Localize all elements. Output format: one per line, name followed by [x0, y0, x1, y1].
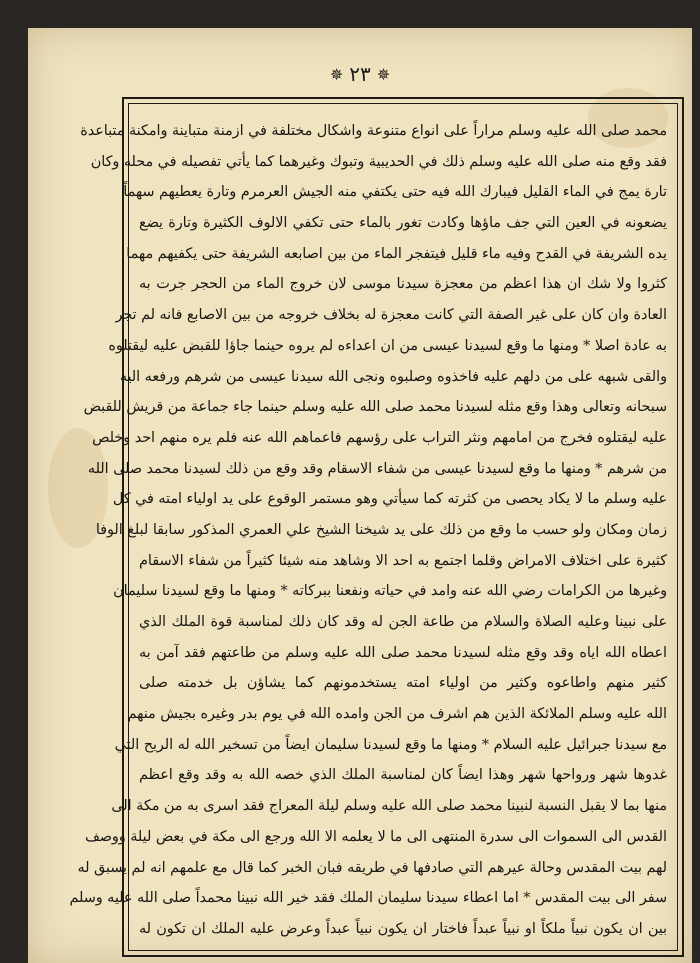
text-line: اعطاه الله اياه وقد وقع مثله لسيدنا محمد صلى الله عليه وسلم من طاعتهم فقد آمن به: [139, 644, 667, 661]
text-line: القدس الى السموات الى سدرة المنتهى الى ما لا يعلمه الا الله ورجع الى مكة في بعض ليلة ووصف: [84, 828, 667, 845]
text-line: الله عليه وسلم الملائكة الذين هم اشرف من الجن وامده الله في يوم بدر وغيره بجيش منهم: [127, 706, 667, 723]
star-ornament-icon: ✵: [376, 64, 391, 84]
text-line: عليه وسلم ما لا يكاد يحصى من كثرته كما سيأتي وهو مستمر الوقوع على يد اولياء امته في كل: [112, 491, 667, 508]
text-line: من شرهم * ومنها ما وقع لسيدنا عيسى من شفاء الاسقام وقد وقع من ذلك لسيدنا محمد صلى الله: [87, 460, 667, 477]
text-line: تارة يمج في الماء القليل فيبارك الله فيه حتى يكتفي منه الجيش العرمرم وتارة يعطيهم سهماً: [123, 184, 667, 201]
text-line: فقد وقع منه صلى الله عليه وسلم ذلك في الحديبية وتبوك وغيرهما كما يأتي تفصيله في محله وكان: [90, 153, 667, 170]
text-line: كثيرة على اختلاف الامراض وقلما اجتمع به احد الا وشاهد منه شيئا كثيراً من شفاء الاسقام: [139, 552, 667, 569]
body-text: [69, 118, 667, 942]
text-line: يده الشريفة في القدح وفيه ماء قليل فيتفجر الماء من بين اصابعه الشريفة حتى يكفيهم مهما: [126, 245, 667, 262]
text-line: منها بما لا يقبل النسبة لنبينا محمد صلى الله عليه وسلم ليلة المعراج فقد اسرى به من مكة الى: [111, 798, 667, 815]
text-line: على نبينا وعليه الصلاة والسلام من طاعة الجن له وقد كان ذلك لمناسبة قوة الملك الذي: [139, 614, 667, 630]
text-line: يضعونه في العين التي جف ماؤها وكادت تغور بالماء حتى تكفي الالوف الكثيرة وتارة يضع: [139, 215, 667, 232]
book-page: [28, 28, 692, 963]
text-line: لهم بيت المقدس وحالة عيرهم التي صادفها في طريقه فبان الخبر كما قال مع علمهم انه لم يسبق له: [77, 859, 667, 876]
text-line: والقى شبهه على من دلهم عليه فاخذوه وصلبوه ونجى الله سيدنا عيسى من شرهم ورفعه اليه: [119, 368, 667, 385]
text-line: وغيرها من الكرامات رضي الله عنه وامد في حياته ونفعنا ببركاته * ومنها ما وقع لسيدنا سليمان: [113, 583, 667, 600]
text-line: كثروا ولا شك ان هذا اعظم من معجزة سيدنا موسى لان خروج الماء من الحجر جرت به: [139, 276, 667, 293]
text-line: محمد صلى الله عليه وسلم مراراً على انواع متنوعة واشكال مختلفة في ازمنة متباينة وامكنة متباعدة: [80, 123, 667, 139]
page-header: [28, 60, 692, 88]
page-number: ٢٣: [349, 62, 371, 86]
text-line: مع سيدنا جبرائيل عليه السلام * ومنها ما وقع لسيدنا سليمان ايضاً من تسخير الله له الريح التي: [114, 736, 667, 753]
text-line: بين ان يكون نبياً ملكاً او نبياً عبداً فاختار ان يكون نبياً عبداً وعرض عليه الملك ان تكون له: [139, 920, 667, 937]
star-ornament-icon: ✵: [329, 64, 344, 84]
text-line: العادة وان كان على غير الصفة التي كانت معجزة له بخلاف خروجه من بين الاصابع فانه لم تجر: [115, 307, 667, 324]
text-line: عليه ليقتلوه فخرج من امامهم ونثر التراب على رؤسهم فاعماهم الله عنه فلم يره منهم احد وخلص: [92, 429, 667, 446]
text-line: غدوها شهر ورواحها شهر وهذا ايضاً كان لمناسبة الملك الذي خصه الله به وقد وقع اعظم: [139, 767, 667, 784]
text-line: سفر الى بيت المقدس * اما اعطاء سيدنا سليمان الملك فقد خير الله نبينا محمداً صلى الله عليه وسلم: [69, 890, 667, 907]
text-line: زمان ومكان ولو حسب ما وقع من ذلك على يد شيخنا الشيخ علي العمري المذكور سابقا لبلغ الوفا: [95, 521, 667, 538]
text-line: سبحانه وتعالى وهذا وقع مثله لسيدنا محمد صلى الله عليه وسلم حينما جاء جماعة من قريش للقبض: [83, 399, 667, 416]
text-line: كثير منهم واطاعوه وكثير من اولياء امته يستخدمونهم كما يشاؤن بل خدمته صلى: [139, 675, 667, 692]
text-line: به عادة اصلا * ومنها ما وقع لسيدنا عيسى من ان اعداءه لم يروه حينما جاؤا للقبض عليه ليقتلوه: [108, 337, 667, 354]
text-frame-inner: [69, 103, 678, 951]
text-frame: [69, 97, 684, 957]
